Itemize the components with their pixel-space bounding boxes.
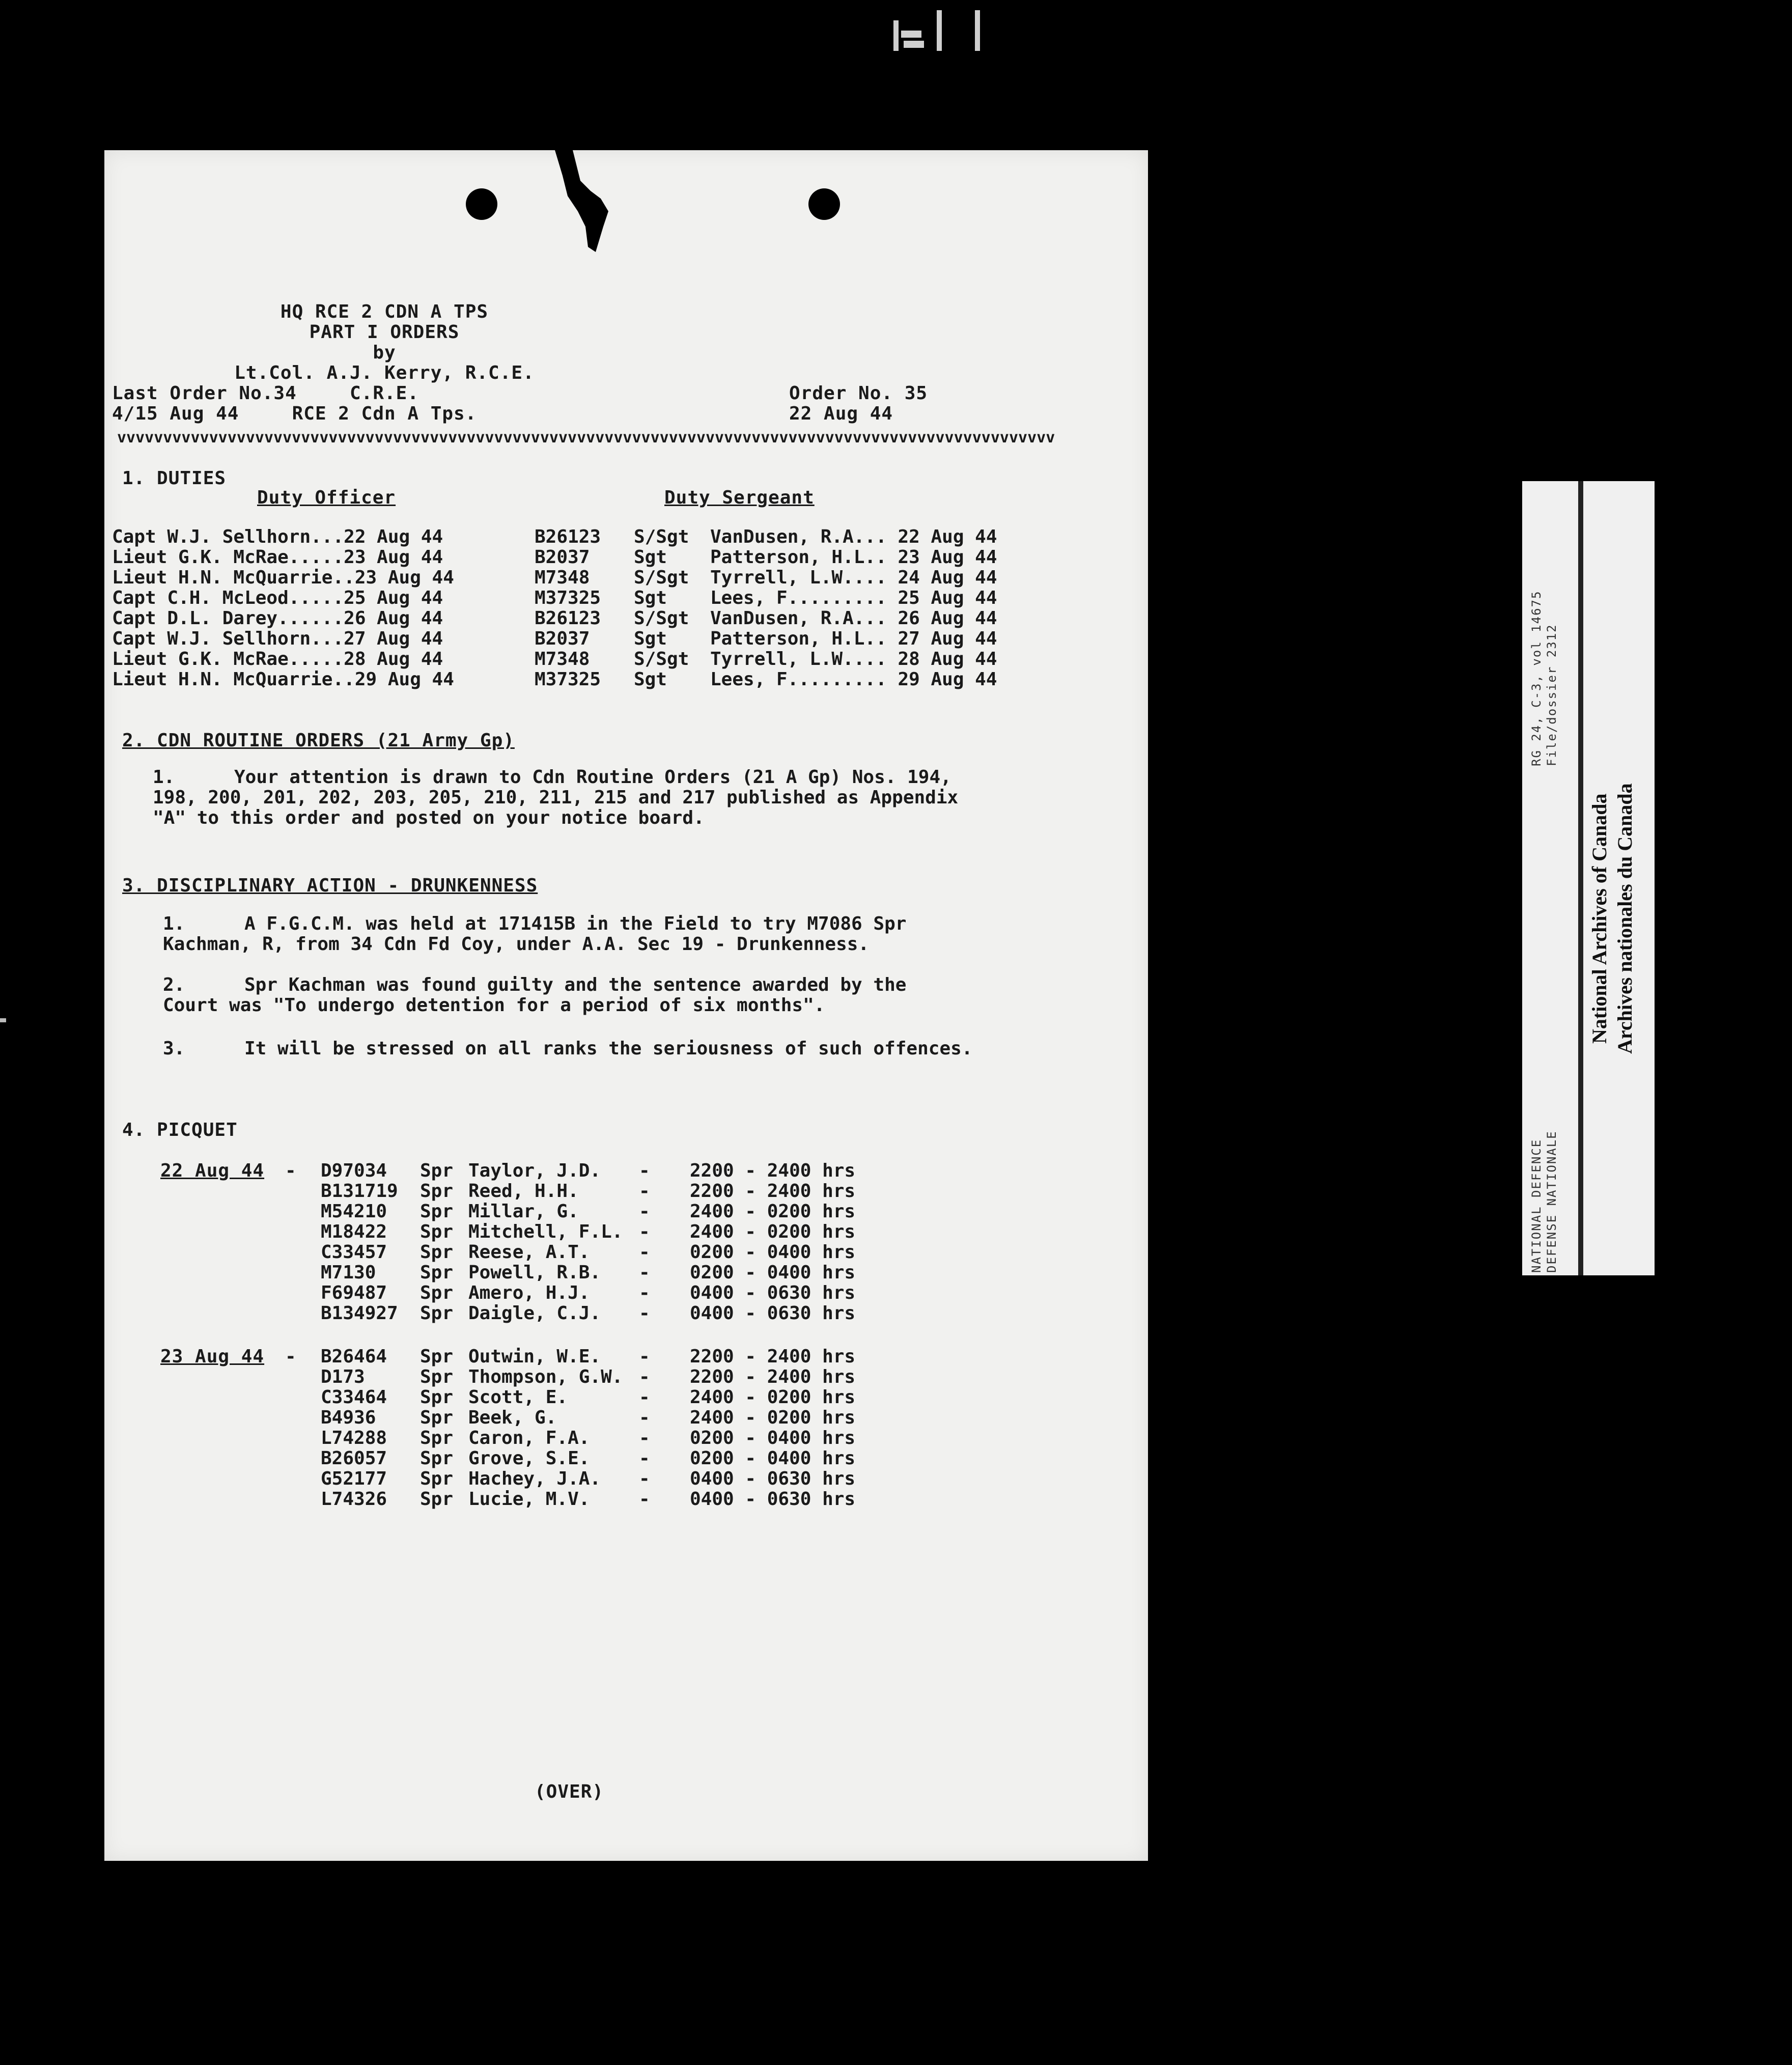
picquet-row: C33457 Spr Reese, A.T. - 0200 - 0400 hrs	[321, 1242, 856, 1263]
picquet-rank: Spr	[420, 1489, 454, 1510]
duty-sergeant-number: B2037	[535, 628, 590, 649]
duty-sergeant-number: B2037	[535, 547, 590, 568]
duty-officer: Lieut H.N. McQuarrie..29 Aug 44	[112, 669, 454, 690]
picquet-number: B131719	[321, 1181, 398, 1202]
duty-sergeant-number: M37325	[535, 588, 601, 608]
picquet-name: Grove, S.E.	[468, 1448, 590, 1469]
picquet-name: Millar, G.	[468, 1201, 579, 1222]
picquet-rank: Spr	[420, 1262, 454, 1283]
picquet-row: M54210 Spr Millar, G. - 2400 - 0200 hrs	[321, 1201, 856, 1222]
picquet-number: M54210	[321, 1201, 387, 1222]
archive-file: File/dossier 2312	[1545, 624, 1559, 766]
unit-title: HQ RCE 2 CDN A TPS	[280, 301, 489, 322]
picquet-name: Beek, G.	[468, 1407, 557, 1428]
picquet-rank: Spr	[420, 1221, 454, 1242]
picquet-row: L74326 Spr Lucie, M.V. - 0400 - 0630 hrs	[321, 1489, 856, 1510]
order-date: 22 Aug 44	[789, 403, 893, 424]
picquet-time: 2200 - 2400 hrs	[690, 1346, 856, 1367]
duty-sergeant-rank: Sgt	[634, 669, 667, 690]
picquet-number: D97034	[321, 1160, 387, 1181]
picquet-number: C33457	[321, 1242, 387, 1263]
picquet-rank: Spr	[420, 1303, 454, 1324]
picquet-rank: Spr	[420, 1428, 454, 1448]
duty-row	[112, 649, 997, 669]
picquet-time: 0200 - 0400 hrs	[690, 1448, 856, 1469]
picquet-number: L74326	[321, 1489, 387, 1510]
picquet-rank: Spr	[420, 1407, 454, 1428]
picquet-rank: Spr	[420, 1387, 454, 1408]
picquet-name: Scott, E.	[468, 1387, 568, 1408]
picquet-name: Outwin, W.E.	[468, 1346, 601, 1367]
picquet-time: 0400 - 0630 hrs	[690, 1303, 856, 1324]
picquet-row: B4936 Spr Beek, G. - 2400 - 0200 hrs	[321, 1407, 856, 1428]
appointment: C.R.E.	[349, 383, 419, 404]
document-page	[104, 150, 1148, 1861]
picquet-name: Amero, H.J.	[468, 1282, 590, 1303]
duty-sergeant-heading: Duty Sergeant	[664, 487, 815, 508]
picquet-number: F69487	[321, 1282, 387, 1303]
archive-reference: RG 24, C-3, vol 14675	[1529, 590, 1544, 766]
picquet-row: B26464 Spr Outwin, W.E. - 2200 - 2400 hrs	[321, 1346, 856, 1367]
picquet-number: B4936	[321, 1407, 376, 1428]
routine-para-number: 1.	[153, 767, 175, 788]
picquet-name: Reese, A.T.	[468, 1242, 590, 1263]
picquet-name: Hachey, J.A.	[468, 1468, 601, 1489]
duty-sergeant-rank: Sgt	[634, 628, 667, 649]
picquet-number: B26057	[321, 1448, 387, 1469]
duty-officer: Lieut G.K. McRae.....28 Aug 44	[112, 649, 443, 669]
film-speck	[0, 1018, 6, 1022]
picquet-time: 2400 - 0200 hrs	[690, 1221, 856, 1242]
duty-row	[112, 567, 997, 588]
picquet-name: Lucie, M.V.	[468, 1489, 590, 1510]
picquet-rank: Spr	[420, 1346, 454, 1367]
duty-row	[112, 588, 997, 608]
duty-row	[112, 608, 997, 629]
picquet-number: C33464	[321, 1387, 387, 1408]
picquet-time: 2400 - 0200 hrs	[690, 1201, 856, 1222]
picquet-row: D173 Spr Thompson, G.W. - 2200 - 2400 hrs	[321, 1366, 856, 1387]
picquet-number: B134927	[321, 1303, 398, 1324]
picquet-rank: Spr	[420, 1282, 454, 1303]
duty-officer: Capt D.L. Darey......26 Aug 44	[112, 608, 443, 629]
picquet-name: Powell, R.B.	[468, 1262, 601, 1283]
picquet-date: 23 Aug 44	[160, 1346, 265, 1367]
header-divider: vvvvvvvvvvvvvvvvvvvvvvvvvvvvvvvvvvvvvvvvvvvvvvvvvvvvvvvvvvvvvvvvvvvvvvvvvvvvvvvvvvvvvvvvvvvvvvvvvvvvvv	[117, 431, 1055, 444]
duty-row	[112, 628, 997, 649]
picquet-rank: Spr	[420, 1366, 454, 1387]
picquet-row: M7130 Spr Powell, R.B. - 0200 - 0400 hrs	[321, 1262, 856, 1283]
picquet-rank: Spr	[420, 1242, 454, 1263]
disciplinary-line: Kachman, R, from 34 Cdn Fd Coy, under A.A. Sec 19 - Drunkenness.	[163, 934, 870, 955]
routine-line: "A" to this order and posted on your notice board.	[153, 807, 705, 828]
picquet-time: 0400 - 0630 hrs	[690, 1489, 856, 1510]
picquet-date: 22 Aug 44	[160, 1160, 265, 1181]
order-number: Order No. 35	[789, 383, 928, 404]
duty-sergeant: Lees, F......... 29 Aug 44	[710, 669, 997, 690]
punch-hole-left	[466, 188, 497, 220]
over-marker: (OVER)	[535, 1781, 604, 1802]
paper-tear	[552, 150, 619, 262]
duty-sergeant-number: B26123	[535, 608, 601, 629]
duty-sergeant: Patterson, H.L.. 27 Aug 44	[710, 628, 997, 649]
by-line: by	[373, 342, 396, 363]
duty-sergeant: Tyrrell, L.W.... 28 Aug 44	[710, 649, 997, 669]
duty-sergeant-rank: S/Sgt	[634, 567, 689, 588]
routine-line: 198, 200, 201, 202, 203, 205, 210, 211, 215 and 217 published as Appendix	[153, 787, 959, 808]
picquet-time: 2400 - 0200 hrs	[690, 1387, 856, 1408]
picquet-time: 2200 - 2400 hrs	[690, 1160, 856, 1181]
picquet-row: B134927 Spr Daigle, C.J. - 0400 - 0630 hrs	[321, 1303, 856, 1324]
archive-defence: NATIONAL DEFENCE	[1529, 1138, 1544, 1273]
picquet-number: L74288	[321, 1428, 387, 1448]
picquet-heading: 4. PICQUET	[122, 1120, 238, 1140]
duty-row	[112, 547, 997, 568]
duty-sergeant-number: B26123	[535, 526, 601, 547]
disciplinary-line: Spr Kachman was found guilty and the sentence awarded by the	[244, 974, 907, 995]
picquet-row: G52177 Spr Hachey, J.A. - 0400 - 0630 hrs	[321, 1468, 856, 1489]
picquet-row: F69487 Spr Amero, H.J. - 0400 - 0630 hrs	[321, 1282, 856, 1303]
formation: RCE 2 Cdn A Tps.	[292, 403, 477, 424]
picquet-time: 2200 - 2400 hrs	[690, 1366, 856, 1387]
duty-sergeant: VanDusen, R.A... 26 Aug 44	[710, 608, 997, 629]
picquet-time: 0400 - 0630 hrs	[690, 1468, 856, 1489]
duty-sergeant: Tyrrell, L.W.... 24 Aug 44	[710, 567, 997, 588]
archive-label	[1522, 481, 1655, 1275]
picquet-row: L74288 Spr Caron, F.A. - 0200 - 0400 hrs	[321, 1428, 856, 1448]
picquet-rank: Spr	[420, 1448, 454, 1469]
disciplinary-para-number: 3.	[163, 1038, 185, 1059]
duty-sergeant-number: M7348	[535, 567, 590, 588]
picquet-time: 0200 - 0400 hrs	[690, 1242, 856, 1263]
picquet-name: Daigle, C.J.	[468, 1303, 601, 1324]
duty-officer: Capt W.J. Sellhorn...22 Aug 44	[112, 526, 443, 547]
picquet-row: M18422 Spr Mitchell, F.L. - 2400 - 0200 hrs	[321, 1221, 856, 1242]
picquet-row: B26057 Spr Grove, S.E. - 0200 - 0400 hrs	[321, 1448, 856, 1469]
picquet-name: Reed, H.H.	[468, 1181, 579, 1202]
duty-officer-heading: Duty Officer	[257, 487, 396, 508]
picquet-number: M7130	[321, 1262, 376, 1283]
picquet-name: Mitchell, F.L.	[468, 1221, 623, 1242]
disciplinary-line: A F.G.C.M. was held at 171415B in the Field to try M7086 Spr	[244, 913, 907, 934]
picquet-name: Thompson, G.W.	[468, 1366, 623, 1387]
routine-line: Your attention is drawn to Cdn Routine Orders (21 A Gp) Nos. 194,	[234, 767, 951, 788]
picquet-row: D97034 Spr Taylor, J.D. - 2200 - 2400 hrs	[321, 1160, 856, 1181]
picquet-date-dash: -	[285, 1160, 297, 1181]
picquet-row: C33464 Spr Scott, E. - 2400 - 0200 hrs	[321, 1387, 856, 1408]
part-title: PART I ORDERS	[309, 322, 460, 343]
picquet-name: Caron, F.A.	[468, 1428, 590, 1448]
picquet-rank: Spr	[420, 1160, 454, 1181]
last-order-number: Last Order No.34	[112, 383, 297, 404]
archive-name-en: National Archives of Canada	[1588, 793, 1611, 1044]
duty-sergeant-rank: S/Sgt	[634, 526, 689, 547]
picquet-number: B26464	[321, 1346, 387, 1367]
picquet-rank: Spr	[420, 1201, 454, 1222]
duty-sergeant-number: M7348	[535, 649, 590, 669]
duty-row	[112, 669, 997, 690]
duty-sergeant-rank: S/Sgt	[634, 649, 689, 669]
disciplinary-line: It will be stressed on all ranks the seriousness of such offences.	[244, 1038, 973, 1059]
picquet-name: Taylor, J.D.	[468, 1160, 601, 1181]
picquet-rank: Spr	[420, 1181, 454, 1202]
label-divider	[1578, 481, 1583, 1275]
picquet-date-dash: -	[285, 1346, 297, 1367]
duty-officer: Lieut G.K. McRae.....23 Aug 44	[112, 547, 443, 568]
disciplinary-para-number: 1.	[163, 913, 185, 934]
picquet-row: B131719 Spr Reed, H.H. - 2200 - 2400 hrs	[321, 1181, 856, 1202]
duties-heading: 1. DUTIES	[122, 468, 227, 489]
disciplinary-line: Court was "To undergo detention for a period of six months".	[163, 995, 825, 1016]
picquet-number: M18422	[321, 1221, 387, 1242]
routine-orders-heading: 2. CDN ROUTINE ORDERS (21 Army Gp)	[122, 730, 515, 751]
commander-name: Lt.Col. A.J. Kerry, R.C.E.	[234, 362, 535, 383]
archive-defense-fr: DEFENSE NATIONALE	[1545, 1130, 1559, 1273]
disciplinary-heading: 3. DISCIPLINARY ACTION - DRUNKENNESS	[122, 875, 538, 896]
archive-name-fr: Archives nationales du Canada	[1613, 783, 1636, 1054]
picquet-time: 2200 - 2400 hrs	[690, 1181, 856, 1202]
duty-officer: Capt W.J. Sellhorn...27 Aug 44	[112, 628, 443, 649]
disciplinary-para-number: 2.	[163, 974, 185, 995]
duty-sergeant-rank: Sgt	[634, 588, 667, 608]
duty-sergeant: VanDusen, R.A... 22 Aug 44	[710, 526, 997, 547]
duty-sergeant: Lees, F......... 25 Aug 44	[710, 588, 997, 608]
picquet-time: 0200 - 0400 hrs	[690, 1428, 856, 1448]
duty-sergeant: Patterson, H.L.. 23 Aug 44	[710, 547, 997, 568]
duty-sergeant-number: M37325	[535, 669, 601, 690]
picquet-number: D173	[321, 1366, 365, 1387]
punch-hole-right	[808, 188, 840, 220]
duty-officer: Capt C.H. McLeod.....25 Aug 44	[112, 588, 443, 608]
last-order-date: 4/15 Aug 44	[112, 403, 239, 424]
film-frame-marks	[888, 0, 990, 56]
picquet-number: G52177	[321, 1468, 387, 1489]
picquet-time: 2400 - 0200 hrs	[690, 1407, 856, 1428]
duty-sergeant-rank: S/Sgt	[634, 608, 689, 629]
duty-row	[112, 526, 997, 547]
picquet-time: 0400 - 0630 hrs	[690, 1282, 856, 1303]
duty-officer: Lieut H.N. McQuarrie..23 Aug 44	[112, 567, 454, 588]
picquet-rank: Spr	[420, 1468, 454, 1489]
duty-sergeant-rank: Sgt	[634, 547, 667, 568]
picquet-time: 0200 - 0400 hrs	[690, 1262, 856, 1283]
